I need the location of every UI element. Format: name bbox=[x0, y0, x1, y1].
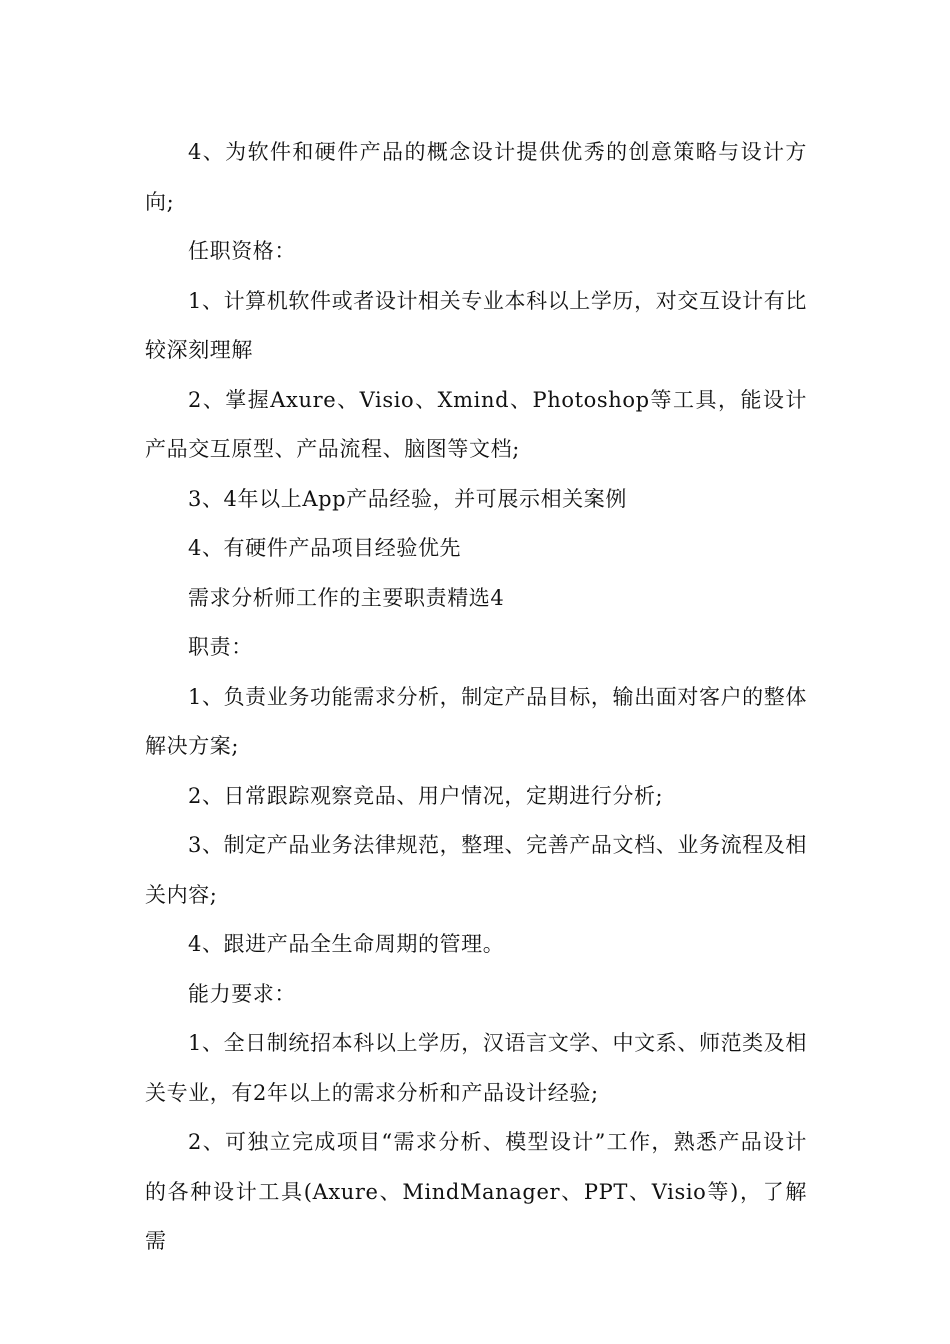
paragraph: 2、掌握Axure、Visio、Xmind、Photoshop等工具，能设计产品交互原型、产品流程、脑图等文档; bbox=[145, 387, 807, 461]
paragraph: 1、负责业务功能需求分析，制定产品目标，输出面对客户的整体解决方案; bbox=[145, 684, 807, 758]
paragraph: 4、跟进产品全生命周期的管理。 bbox=[188, 932, 505, 956]
paragraph: 1、全日制统招本科以上学历，汉语言文学、中文系、师范类及相关专业，有2年以上的需求分析和产品设计经验; bbox=[145, 1031, 807, 1105]
paragraph: 1、计算机软件或者设计相关专业本科以上学历，对交互设计有比较深刻理解 bbox=[145, 288, 807, 362]
paragraph: 3、4年以上App产品经验，并可展示相关案例 bbox=[188, 486, 627, 511]
section-heading: 需求分析师工作的主要职责精选4 bbox=[188, 585, 505, 610]
paragraph: 2、可独立完成项目“需求分析、模型设计”工作，熟悉产品设计的各种设计工具(Axure、MindManager、PPT、Visio等)，了解需 bbox=[145, 1130, 807, 1253]
paragraph: 2、日常跟踪观察竞品、用户情况，定期进行分析; bbox=[188, 783, 664, 808]
paragraph: 4、有硬件产品项目经验优先 bbox=[188, 536, 462, 560]
paragraph: 4、为软件和硬件产品的概念设计提供优秀的创意策略与设计方向; bbox=[145, 140, 807, 214]
paragraph: 能力要求： bbox=[188, 981, 296, 1006]
paragraph: 任职资格： bbox=[188, 239, 296, 263]
paragraph: 职责： bbox=[188, 635, 253, 659]
document-body bbox=[145, 128, 807, 1267]
paragraph: 3、制定产品业务法律规范，整理、完善产品文档、业务流程及相关内容; bbox=[145, 833, 807, 907]
